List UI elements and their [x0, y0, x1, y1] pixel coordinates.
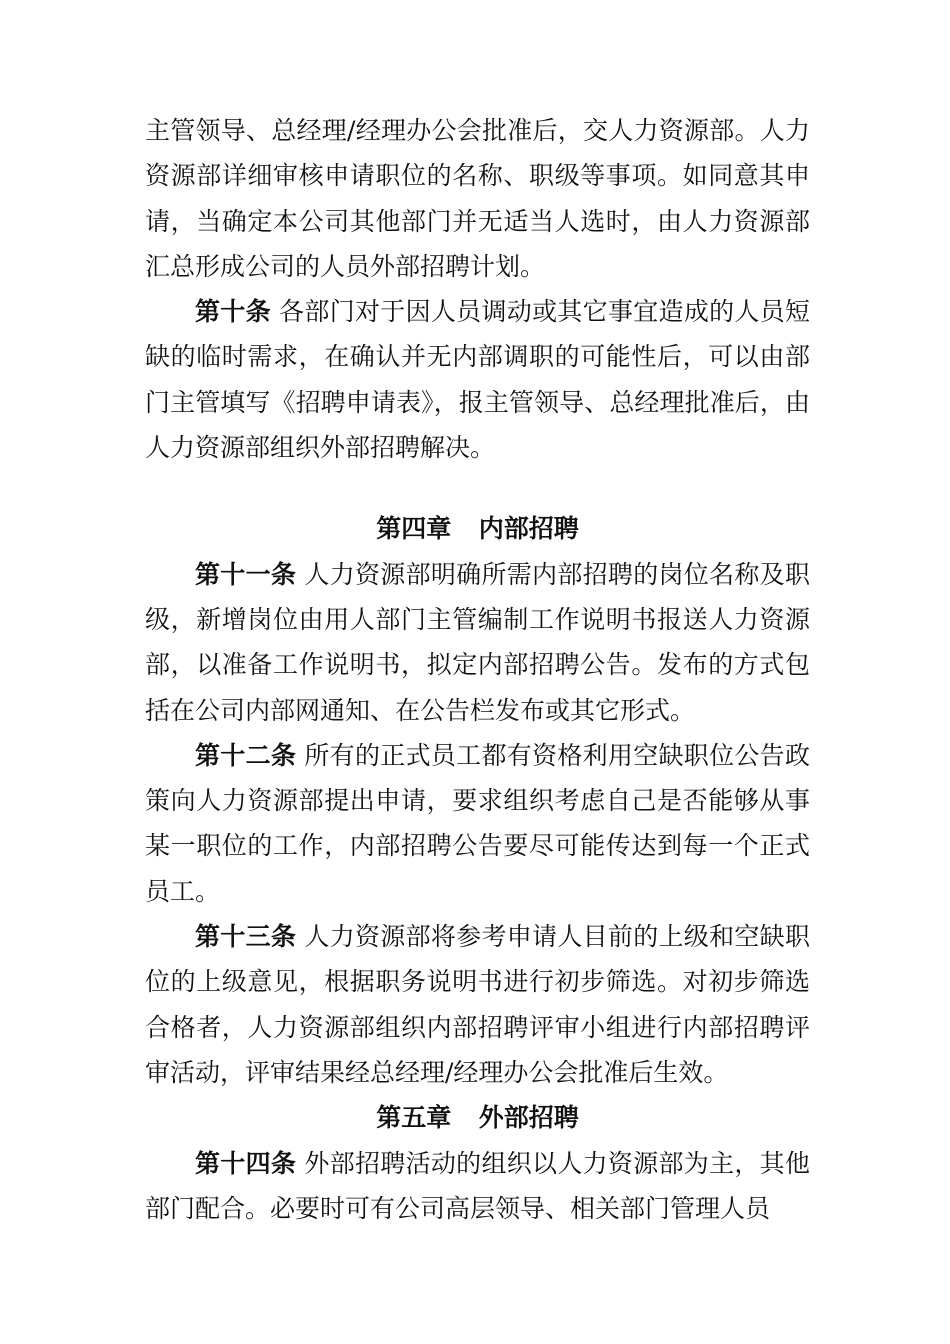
- chapter-title: 外部招聘: [478, 1103, 579, 1133]
- article-text: 人力资源部将参考申请人目前的上级和空缺职位的上级意见，根据职务说明书进行初步筛选。对初步筛选合格者，人力资源部组织内部招聘评审小组进行内部招聘评审活动，评审结果经总经理/经理办公会批准后生效。: [145, 922, 810, 1087]
- article-12: [145, 733, 810, 914]
- paragraph-text: 主管领导、总经理/经理办公会批准后，交人力资源部。人力资源部详细审核申请职位的名称、职级等事项。如同意其申请，当确定本公司其他部门并无适当人选时，由人力资源部汇总形成公司的人员外部招聘计划。: [145, 116, 810, 281]
- article-label: 第十四条: [195, 1148, 297, 1178]
- chapter-number: 第四章: [376, 514, 452, 544]
- article-label: 第十条: [195, 297, 271, 327]
- chapter-title: 内部招聘: [478, 514, 579, 544]
- article-14: [145, 1141, 810, 1232]
- chapter-heading-5: [145, 1095, 810, 1140]
- article-label: 第十二条: [195, 740, 297, 770]
- chapter-number: 第五章: [376, 1103, 452, 1133]
- article-text: 人力资源部明确所需内部招聘的岗位名称及职级，新增岗位由用人部门主管编制工作说明书报送人力资源部，以准备工作说明书，拟定内部招聘公告。发布的方式包括在公司内部网通知、在公告栏发布或其它形式。: [145, 559, 810, 725]
- article-13: [145, 914, 810, 1095]
- section-spacer: [145, 470, 810, 506]
- article-text: 所有的正式员工都有资格利用空缺职位公告政策向人力资源部提出申请，要求组织考虑自己是否能够从事某一职位的工作，内部招聘公告要尽可能传达到每一个正式员工。: [145, 740, 810, 906]
- paragraph-continuation: [145, 108, 810, 289]
- article-11: [145, 552, 810, 733]
- article-text: 外部招聘活动的组织以人力资源部为主，其他部门配合。必要时可有公司高层领导、相关部门管理人员: [145, 1148, 810, 1223]
- article-10: [145, 289, 810, 470]
- article-text: 各部门对于因人员调动或其它事宜造成的人员短缺的临时需求，在确认并无内部调职的可能性后，可以由部门主管填写《招聘申请表》，报主管领导、总经理批准后，由人力资源部组织外部招聘解决。: [145, 297, 810, 463]
- document-page: [145, 108, 810, 1231]
- article-label: 第十一条: [195, 559, 297, 589]
- article-label: 第十三条: [195, 922, 297, 952]
- chapter-heading-4: [145, 506, 810, 551]
